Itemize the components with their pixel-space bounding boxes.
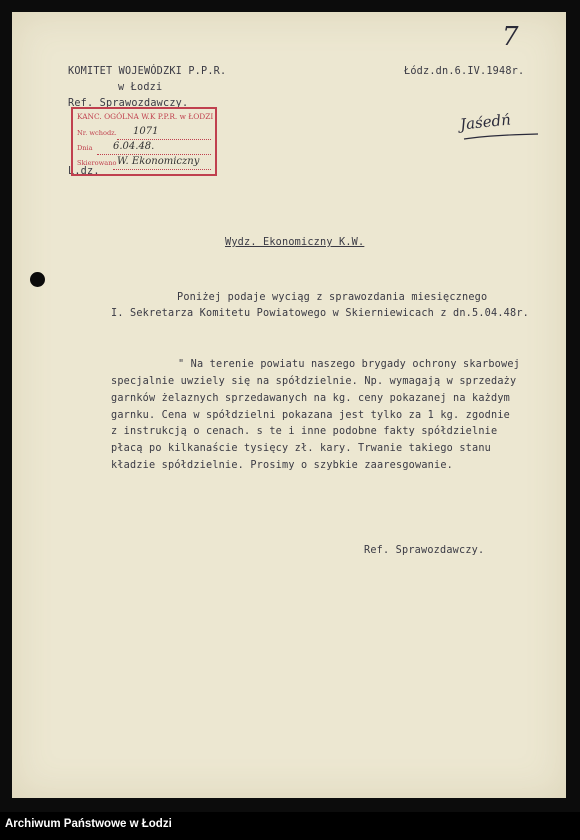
- quote-line-5: z instrukcją o cenach. s te i inne podobne fakty spółdzielnie: [111, 426, 498, 437]
- sender-line-3: Ref. Sprawozdawczy.: [68, 98, 189, 109]
- quote-line-3: garnków żelaznych sprzedawanych na kg. ceny pokazanej na każdym: [111, 393, 511, 404]
- handwritten-signature: Jaśedń: [459, 110, 512, 134]
- addressee: Wydz. Ekonomiczny K.W.: [225, 237, 365, 248]
- intro-line-1: Poniżej podaje wyciąg z sprawozdania miesięcznego: [177, 292, 488, 303]
- signature-underline: [462, 132, 542, 142]
- stamp-value-incoming: 1071: [133, 126, 159, 137]
- quote-line-7: kładzie spółdzielnie. Prosimy o szybkie zaaresgowanie.: [111, 460, 454, 471]
- stamp-value-directed: W. Ekonomiczny: [117, 156, 200, 167]
- quote-line-4: garnku. Cena w spółdzielni pokazana jest tylko za 1 kg. zgodnie: [111, 410, 511, 421]
- closing-signature: Ref. Sprawozdawczy.: [364, 545, 485, 556]
- archive-name: Archiwum Państwowe w Łodzi: [5, 818, 172, 830]
- stamp-line: [97, 154, 211, 155]
- quote-line-6: płacą po kilkanaście tysięcy zł. kary. Trwanie takiego stanu: [111, 443, 492, 454]
- sender-line-2: w Łodzi: [118, 82, 163, 93]
- quote-line-1: " Na terenie powiatu naszego brygady ochrony skarbowej: [178, 359, 521, 370]
- stamp-value-date: 6.04.48.: [113, 141, 155, 152]
- stamp-label-incoming: Nr. wchodz.: [77, 129, 117, 137]
- page-number-handwritten: 7: [502, 22, 519, 52]
- intro-line-2: I. Sekretarza Komitetu Powiatowego w Skierniewicach z dn.5.04.48r.: [111, 308, 530, 319]
- stamp-line: [117, 139, 211, 140]
- stamp-label-directed: Skierowano: [77, 159, 117, 167]
- punch-hole: [30, 272, 45, 287]
- registry-stamp: [71, 107, 217, 176]
- document-date: Łódz.dn.6.IV.1948r.: [404, 66, 525, 77]
- sender-line-1: KOMITET WOJEWÓDZKI P.P.R.: [68, 66, 227, 77]
- reference-number: L.dz.: [68, 166, 100, 177]
- stamp-label-date: Dnia: [77, 144, 93, 152]
- quote-line-2: specjalnie uwziely się na spółdzielnie. Np. wymagają w sprzedaży: [111, 376, 517, 387]
- stamp-line: [113, 169, 211, 170]
- stamp-title: KANC. OGÓLNA W.K P.P.R. w ŁODZI: [77, 112, 214, 121]
